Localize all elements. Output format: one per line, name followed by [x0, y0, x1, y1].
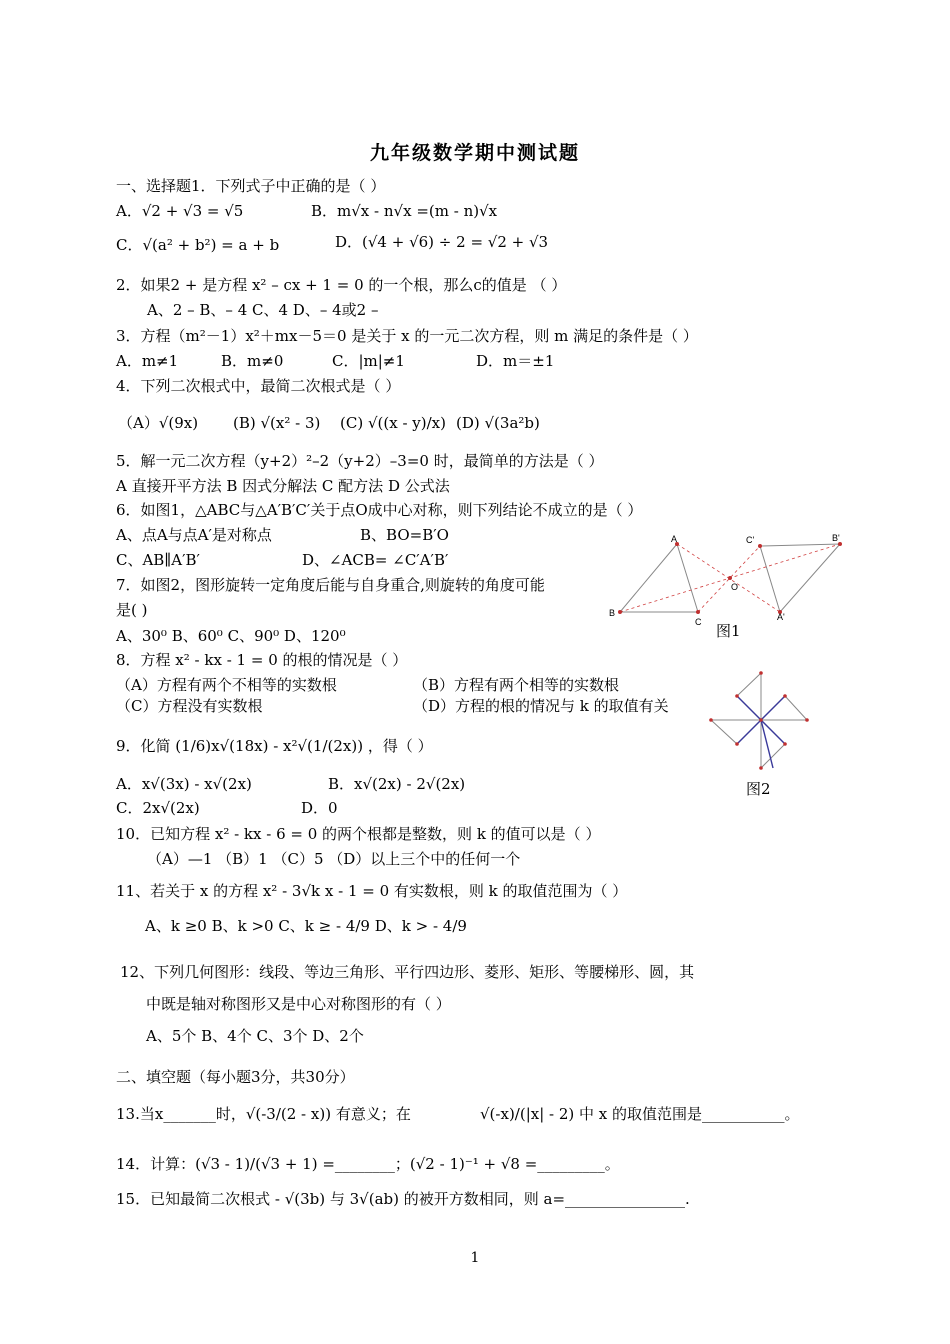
q8-option-a: （A）方程有两个不相等的实数根: [116, 676, 337, 694]
point-label-o: O: [731, 582, 739, 592]
q12-cont: 中既是轴对称图形又是中心对称图形的有（ ）: [146, 995, 451, 1013]
q10: 10．已知方程 x² - kx - 6 = 0 的两个根都是整数，则 k 的值可以是（ ）: [116, 825, 601, 843]
q3-option-a: A．m≠1: [116, 352, 179, 370]
q1-option-d: D．(√4 + √6) ÷ 2 = √2 + √3: [335, 233, 549, 251]
q6-option-a: A、点A与点A′是对称点: [116, 526, 272, 544]
q15: 15．已知最简二次根式 - √(3b) 与 3√(ab) 的被开方数相同，则 a=________________.: [116, 1190, 690, 1208]
q6: 6．如图1，△ABC与△A′B′C′关于点O成中心对称，则下列结论不成立的是（ ）: [116, 501, 643, 519]
q7-cont: 是( ): [116, 601, 148, 619]
q12-options: A、5个 B、4个 C、3个 D、2个: [146, 1027, 364, 1045]
point-label-c-prime: C': [746, 535, 755, 545]
q3-option-b: B．m≠0: [221, 352, 284, 370]
q3-option-c: C．|m|≠1: [332, 352, 405, 370]
q5: 5．解一元二次方程（y+2）²–2（y+2）–3=0 时，最简单的方法是（ ）: [116, 452, 604, 470]
q6-option-d: D、∠ACB= ∠C′A′B′: [302, 551, 449, 569]
q6-option-b: B、BO=B′O: [360, 526, 449, 544]
page-number: 1: [470, 1250, 480, 1266]
q8: 8．方程 x² - kx - 1 = 0 的根的情况是（ ）: [116, 651, 408, 669]
q14: 14．计算：(√3 - 1)/(√3 + 1) =________；(√2 - 1)⁻¹ + √8 =_________。: [116, 1155, 620, 1173]
q3-option-d: D．m＝±1: [476, 352, 555, 370]
q8-option-b: （B）方程有两个相等的实数根: [413, 676, 620, 694]
q8-option-c: （C）方程没有实数根: [116, 697, 263, 715]
q9: 9．化简 (1/6)x√(18x) - x²√(1/(2x)) ，得（ ）: [116, 737, 433, 755]
point-label-b: B: [609, 608, 616, 618]
figure-2-caption: 图2: [746, 780, 771, 798]
q4-option-d: (D) √(3a²b): [456, 414, 540, 432]
q6-option-c: C、AB∥A′B′: [116, 551, 200, 569]
q2-options: A、2 – B、– 4 C、4 D、– 4或2 –: [147, 301, 379, 319]
q3: 3．方程（m²－1）x²＋mx－5＝0 是关于 x 的一元二次方程，则 m 满足的条件是（ ）: [116, 327, 698, 345]
q8-option-d: （D）方程的根的情况与 k 的取值有关: [413, 697, 669, 715]
q9-option-d: D．0: [301, 799, 338, 817]
q7: 7．如图2，图形旋转一定角度后能与自身重合,则旋转的角度可能: [116, 576, 545, 594]
q9-option-a: A．x√(3x) - x√(2x): [116, 775, 252, 793]
q1-option-b: B．m√x - n√x =(m - n)√x: [311, 202, 498, 220]
q1-option-c: C．√(a² + b²) = a + b: [116, 236, 280, 254]
q4-option-c: (C) √((x - y)/x): [340, 414, 446, 432]
section-1-q1: 一、选择题1．下列式子中正确的是（ ）: [116, 177, 386, 195]
q13-part2: √(-x)/(|x| - 2) 中 x 的取值范围是___________。: [480, 1105, 800, 1123]
q7-options: A、30⁰ B、60⁰ C、90⁰ D、120⁰: [116, 627, 346, 645]
point-label-a-prime: A': [777, 612, 785, 622]
q9-option-c: C．2x√(2x): [116, 799, 200, 817]
q4: 4．下列二次根式中，最简二次根式是（ ）: [116, 377, 401, 395]
section-2-heading: 二、填空题（每小题3分，共30分）: [116, 1068, 355, 1086]
point-label-a: A: [671, 534, 678, 544]
q9-option-b: B．x√(2x) - 2√(2x): [328, 775, 466, 793]
figure-1-diagram: [605, 532, 855, 632]
q12: 12、下列几何图形：线段、等边三角形、平行四边形、菱形、矩形、等腰梯形、圆，其: [120, 963, 695, 981]
q11-options: A、k ≥0 B、k >0 C、k ≥ - 4/9 D、k > - 4/9: [145, 917, 467, 935]
page-title: 九年级数学期中测试题: [369, 142, 580, 164]
point-label-b-prime: B': [832, 533, 840, 543]
q2: 2．如果2 + 是方程 x² – cx + 1 = 0 的一个根，那么c的值是 （ ）: [116, 276, 567, 294]
q13-part1: 13.当x_______时，√(-3/(2 - x)) 有意义；在: [116, 1105, 411, 1123]
q5-options: A 直接开平方法 B 因式分解法 C 配方法 D 公式法: [116, 477, 450, 495]
point-label-c: C: [695, 617, 702, 627]
q11: 11、若关于 x 的方程 x² - 3√k x - 1 = 0 有实数根，则 k 的取值范围为（ ）: [116, 882, 628, 900]
q1-option-a: A．√2 + √3 = √5: [116, 202, 244, 220]
q10-options: （A）—1 （B）1 （C）5 （D）以上三个中的任何一个: [147, 850, 521, 868]
q4-option-b: (B) √(x² - 3): [233, 414, 321, 432]
q4-option-a: （A）√(9x): [118, 414, 199, 432]
figure-1-caption: 图1: [716, 622, 741, 640]
figure-2-diagram: [705, 668, 815, 773]
